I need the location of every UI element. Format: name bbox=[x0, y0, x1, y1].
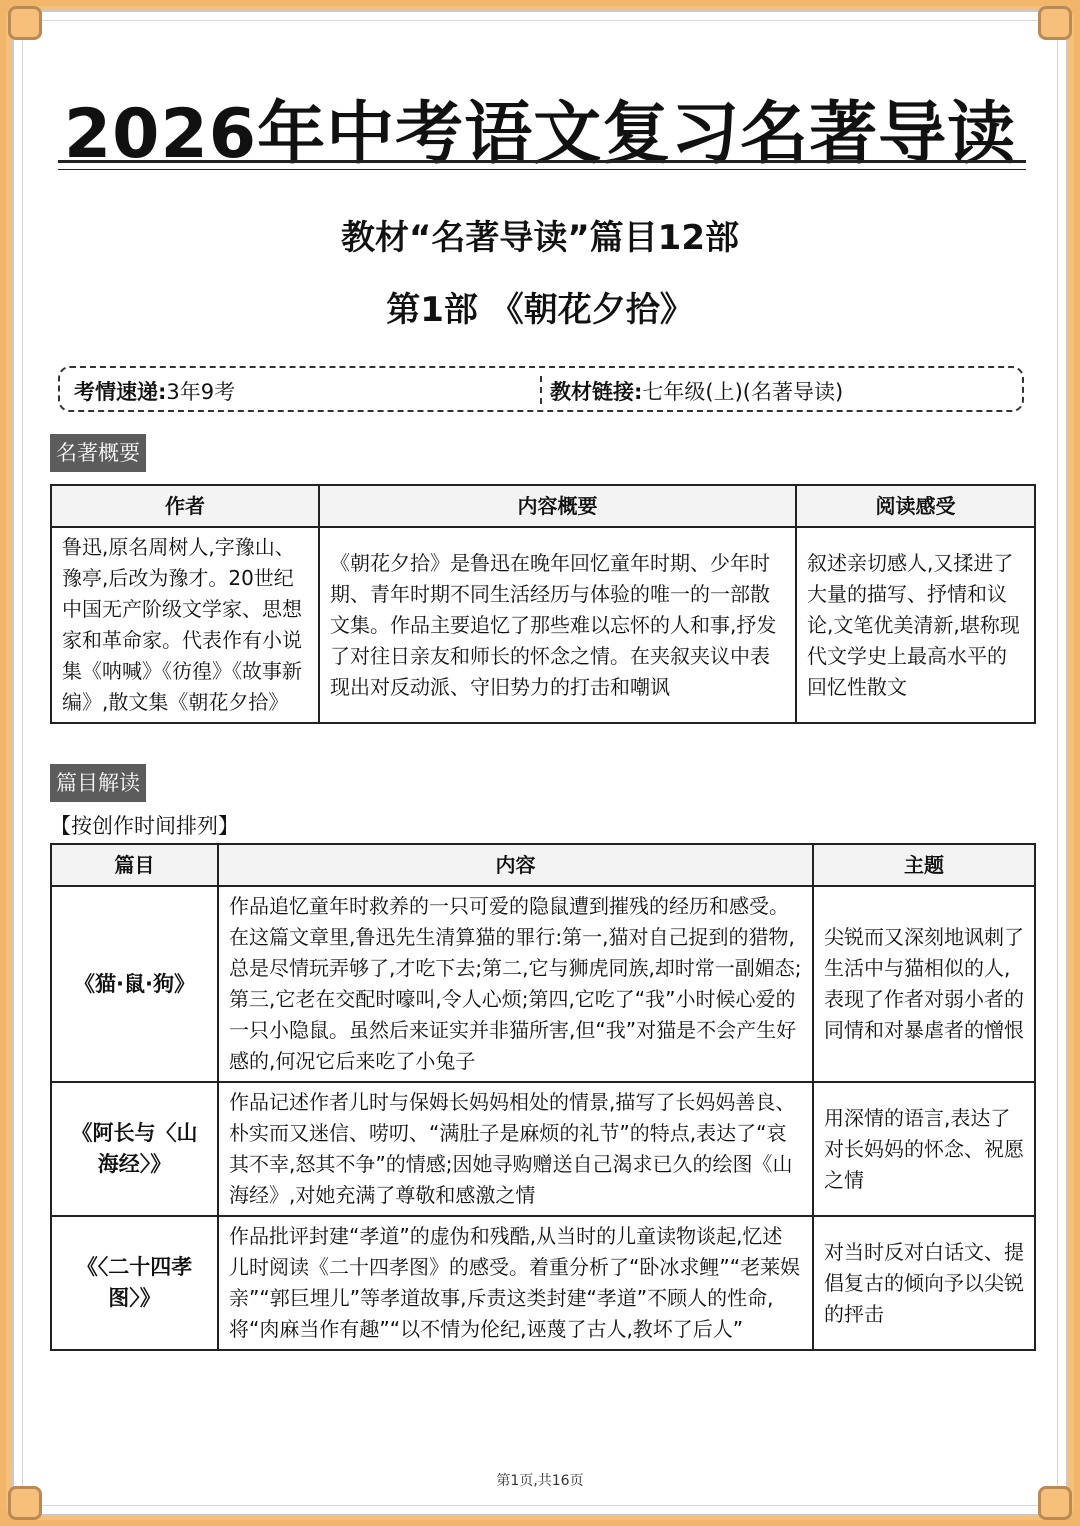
chapter-theme: 对当时反对白话文、提倡复古的倾向予以尖锐的抨击 bbox=[813, 1216, 1035, 1350]
page-number: 第1页,共16页 bbox=[496, 1473, 584, 1489]
corner-ornament bbox=[8, 6, 42, 40]
corner-ornament bbox=[8, 1486, 42, 1520]
section-tag-overview: 名著概要 bbox=[50, 434, 146, 472]
chapter-theme: 用深情的语言,表达了对长妈妈的怀念、祝愿之情 bbox=[813, 1082, 1035, 1216]
section-tag-chapters: 篇目解读 bbox=[50, 764, 146, 802]
table-header-row bbox=[51, 485, 1035, 527]
order-note: 【按创作时间排列】 bbox=[50, 814, 239, 838]
chapter-title: 《阿长与〈山海经〉》 bbox=[51, 1082, 218, 1216]
sub-title: 教材“名著导读”篇目12部 bbox=[340, 218, 739, 258]
header-chapter: 篇目 bbox=[51, 844, 218, 886]
feeling-cell: 叙述亲切感人,又揉进了大量的描写、抒情和议论,文笔优美清新,堪称现代文学史上最高水平的回忆性散文 bbox=[796, 527, 1035, 723]
table-row bbox=[51, 886, 1035, 1082]
part-title: 第1部 《朝花夕拾》 bbox=[386, 290, 694, 330]
chapter-content: 作品记述作者儿时与保姆长妈妈相处的情景,描写了长妈妈善良、朴实而又迷信、唠叨、“满肚子是麻烦的礼节”的特点,表达了“哀其不幸,怒其不争”的情感;因她寻购赠送自己渴求已久的绘图《山海经》,对她充满了尊敬和感激之情 bbox=[218, 1082, 813, 1216]
exam-info-label: 考情速递: bbox=[74, 380, 167, 404]
exam-info bbox=[74, 376, 235, 406]
main-title: 2026年中考语文复习名著导读 bbox=[63, 95, 1017, 174]
textbook-link-value: 七年级(上)(名著导读) bbox=[642, 380, 844, 404]
chapter-title: 《〈二十四孝图〉》 bbox=[51, 1216, 218, 1350]
table-header-row bbox=[51, 844, 1035, 886]
header-feeling: 阅读感受 bbox=[796, 485, 1035, 527]
exam-info-value: 3年9考 bbox=[166, 380, 236, 404]
exam-info-box bbox=[58, 366, 1024, 412]
corner-ornament bbox=[1038, 1486, 1072, 1520]
textbook-link bbox=[550, 376, 843, 406]
table-row bbox=[51, 527, 1035, 723]
title-divider bbox=[58, 160, 1026, 170]
header-author: 作者 bbox=[51, 485, 319, 527]
textbook-link-label: 教材链接: bbox=[550, 380, 643, 404]
chapter-content: 作品批评封建“孝道”的虚伪和残酷,从当时的儿童读物谈起,忆述儿时阅读《二十四孝图》的感受。着重分析了“卧冰求鲤”“老莱娱亲”“郭巨埋儿”等孝道故事,斥责这类封建“孝道”不顾人的性命,将“肉麻当作有趣”“以不情为伦纪,诬蔑了古人,教坏了后人” bbox=[218, 1216, 813, 1350]
table-row bbox=[51, 1216, 1035, 1350]
chapter-title: 《猫·鼠·狗》 bbox=[51, 886, 218, 1082]
summary-cell: 《朝花夕拾》是鲁迅在晚年回忆童年时期、少年时期、青年时期不同生活经历与体验的唯一的一部散文集。作品主要追忆了那些难以忘怀的人和事,抒发了对往日亲友和师长的怀念之情。在夹叙夹议中表现出对反动派、守旧势力的打击和嘲讽 bbox=[319, 527, 796, 723]
header-theme: 主题 bbox=[813, 844, 1035, 886]
chapters-table bbox=[50, 843, 1036, 1351]
header-content: 内容 bbox=[218, 844, 813, 886]
corner-ornament bbox=[1038, 6, 1072, 40]
overview-table bbox=[50, 484, 1036, 724]
table-row bbox=[51, 1082, 1035, 1216]
author-cell: 鲁迅,原名周树人,字豫山、豫亭,后改为豫才。20世纪中国无产阶级文学家、思想家和革命家。代表作有小说集《呐喊》《彷徨》《故事新编》,散文集《朝花夕拾》 bbox=[51, 527, 319, 723]
header-summary: 内容概要 bbox=[319, 485, 796, 527]
chapter-theme: 尖锐而又深刻地讽刺了生活中与猫相似的人,表现了作者对弱小者的同情和对暴虐者的憎恨 bbox=[813, 886, 1035, 1082]
info-separator bbox=[540, 376, 542, 404]
chapter-content: 作品追忆童年时救养的一只可爱的隐鼠遭到摧残的经历和感受。在这篇文章里,鲁迅先生清算猫的罪行:第一,猫对自己捉到的猎物,总是尽情玩弄够了,才吃下去;第二,它与狮虎同族,却时常一副媚态;第三,它老在交配时嚎叫,令人心烦;第四,它吃了“我”小时候心爱的一只小隐鼠。虽然后来证实并非猫所害,但“我”对猫是不会产生好感的,何况它后来吃了小兔子 bbox=[218, 886, 813, 1082]
